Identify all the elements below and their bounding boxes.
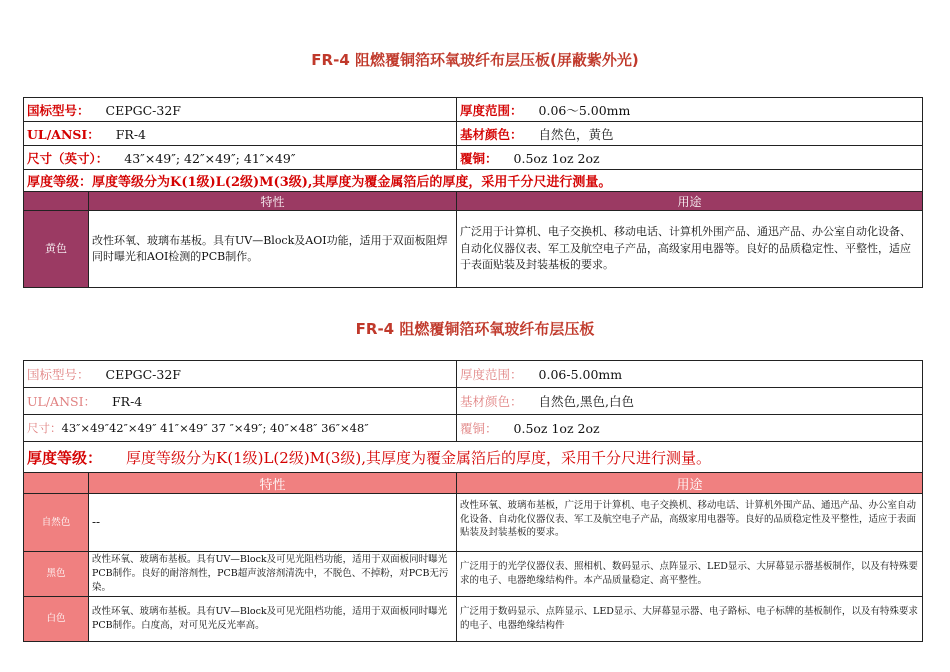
color-label: 基材颜色： [460, 126, 523, 142]
row-use-white: 广泛用于数码显示、点阵显示、LED显示、大屏幕显示器、电子路标、电子标牌的基板制作，以及有特殊要求的电子、电器绝缘结构件 [457, 597, 923, 642]
model-cell [24, 98, 457, 122]
header-feature: 特性 [89, 473, 457, 494]
section2-title: FR-4 阻燃覆铜箔环氧玻纤布层压板 [355, 320, 595, 338]
thickness-value: 0.06～5.00mm [538, 102, 631, 118]
color-cell [457, 122, 923, 146]
ul-cell [24, 388, 457, 415]
row-feature-natural: -- [89, 494, 457, 552]
size-value: 43″×49″42″×49″ 41″×49″ 37 ″×49″; 40″×48″ 36″×48″ [61, 421, 369, 435]
color-label: 基材颜色： [460, 394, 523, 409]
model-label: 国标型号： [27, 102, 90, 118]
thickness-label: 厚度范围： [460, 367, 523, 382]
size-cell [24, 415, 457, 442]
size-cell [24, 146, 457, 170]
ul-cell [24, 122, 457, 146]
copper-value: 0.5oz 1oz 2oz [513, 421, 600, 436]
color-value: 自然色,黑色,白色 [538, 394, 634, 409]
row-use: 广泛用于计算机、电子交换机、移动电话、计算机外围产品、通迅产品、办公室自动化设备、自动化仪器仪表、军工及航空电子产品，高级家用电器等。良好的品质稳定性、平整性，适应于表面贴装及封装基板的要求。 [457, 211, 923, 288]
copper-label: 覆铜： [460, 150, 498, 166]
copper-label: 覆铜： [460, 421, 498, 436]
size-label: 尺寸： [27, 421, 62, 435]
grade-text: 厚度等级分为K(1级)L(2级)M(3级),其厚度为覆金属箔后的厚度，采用千分尺进行测量。 [126, 448, 712, 467]
row-feature-white: 改性环氧、玻璃布基板。具有UV—Block及可见光阻档功能，适用于双面板同时曝光PCB制作。白度高，对可见光反光率高。 [89, 597, 457, 642]
header-blank [24, 473, 89, 494]
grade-text: 厚度等级分为K(1级)L(2级)M(3级),其厚度为覆金属箔后的厚度，采用千分尺进行测量。 [92, 175, 612, 190]
color-cell [457, 388, 923, 415]
grade-cell [24, 170, 923, 192]
row-name-black: 黑色 [24, 552, 89, 597]
header-blank [24, 192, 89, 211]
copper-cell [457, 415, 923, 442]
size-label: 尺寸（英寸）： [27, 150, 109, 166]
row-name-white: 白色 [24, 597, 89, 642]
ul-label: UL/ANSI： [27, 126, 100, 142]
ul-label: UL/ANSI： [27, 394, 97, 409]
ul-value: FR-4 [112, 394, 143, 409]
size-value: 43″×49″; 42″×49″; 41″×49″ [124, 150, 296, 166]
grade-label: 厚度等级： [27, 448, 103, 467]
header-feature: 特性 [89, 192, 457, 211]
section2-spec-table [23, 360, 923, 642]
model-cell [24, 361, 457, 388]
thickness-label: 厚度范围： [460, 102, 523, 118]
grade-cell [24, 442, 923, 473]
color-value: 自然色，黄色 [538, 126, 614, 142]
section1-spec-table [23, 97, 923, 288]
ul-value: FR-4 [115, 126, 147, 142]
row-name: 黄色 [24, 211, 89, 288]
section1-title: FR-4 阻燃覆铜箔环氧玻纤布层压板(屏蔽紫外光) [311, 51, 639, 69]
row-use-black: 广泛用于的光学仪器仪表、照相机、数码显示、点阵显示、LED显示、大屏幕显示器基板制作，以及有特殊要求的电子、电器绝缘结构件。本产品质量稳定、高平整性。 [457, 552, 923, 597]
thickness-value: 0.06-5.00mm [538, 367, 623, 382]
row-feature: 改性环氧、玻璃布基板。具有UV—Block及AOI功能，适用于双面板阻焊同时曝光和AOI检测的PCB制作。 [89, 211, 457, 288]
row-use-natural [457, 494, 923, 552]
model-label: 国标型号： [27, 367, 90, 382]
header-use: 用途 [457, 192, 923, 211]
header-use: 用途 [457, 473, 923, 494]
row-feature-black: 改性环氧、玻璃布基板。具有UV—Block及可见光阻档功能，适用于双面板同时曝光PCB制作。良好的耐溶剂性，PCB超声波溶剂清洗中，不脱色、不掉粉，对PCB无污染。 [89, 552, 457, 597]
copper-cell [457, 146, 923, 170]
thickness-cell [457, 361, 923, 388]
model-value: CEPGC-32F [105, 102, 181, 118]
thickness-cell [457, 98, 923, 122]
copper-value: 0.5oz 1oz 2oz [513, 150, 600, 166]
model-value: CEPGC-32F [105, 367, 181, 382]
row-use-natural-text: 改性环氧、玻璃布基板，广泛用于计算机、电子交换机、移动电话、计算机外围产品、通迅产品、办公室自动化设备、自动化仪器仪表、军工及航空电子产品，高级家用电器等。良好的品质稳定性及平整性，适应于表面贴装及封装基板的要求。 [460, 499, 917, 539]
row-name-natural: 自然色 [24, 494, 89, 552]
grade-label: 厚度等级： [27, 175, 93, 190]
